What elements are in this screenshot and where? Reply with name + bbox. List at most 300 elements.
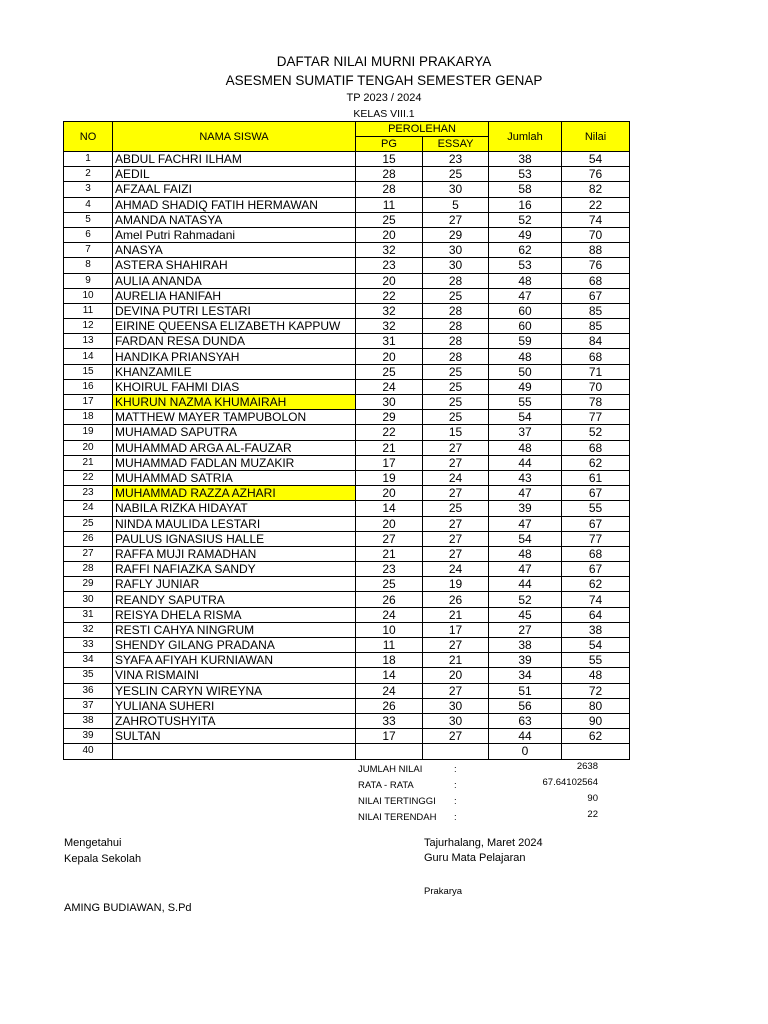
mengetahui-label: Mengetahui	[64, 837, 122, 849]
essay-score: 27	[423, 440, 489, 455]
total-score: 58	[489, 182, 562, 197]
row-number: 6	[64, 227, 113, 242]
row-number: 4	[64, 197, 113, 212]
essay-score: 25	[423, 410, 489, 425]
final-grade: 55	[562, 653, 630, 668]
row-number: 14	[64, 349, 113, 364]
row-number: 12	[64, 319, 113, 334]
row-number: 39	[64, 729, 113, 744]
student-name: RESTI CAHYA NINGRUM	[113, 622, 356, 637]
pg-score: 26	[356, 698, 423, 713]
total-score: 54	[489, 531, 562, 546]
pg-score: 19	[356, 470, 423, 485]
essay-score	[423, 744, 489, 759]
pg-score: 20	[356, 227, 423, 242]
table-row	[64, 182, 630, 197]
row-number: 8	[64, 258, 113, 273]
pg-score: 18	[356, 653, 423, 668]
essay-score: 28	[423, 303, 489, 318]
pg-score: 26	[356, 592, 423, 607]
row-number: 16	[64, 379, 113, 394]
essay-score: 27	[423, 729, 489, 744]
student-name: REISYA DHELA RISMA	[113, 607, 356, 622]
student-name: MUHAMMAD RAZZA AZHARI	[113, 486, 356, 501]
essay-score: 26	[423, 592, 489, 607]
final-grade: 72	[562, 683, 630, 698]
row-number: 13	[64, 334, 113, 349]
final-grade: 62	[562, 455, 630, 470]
document-title: DAFTAR NILAI MURNI PRAKARYA	[276, 54, 492, 69]
summary-colon: :	[454, 764, 457, 775]
table-row	[64, 152, 630, 167]
total-score: 51	[489, 683, 562, 698]
student-name: SULTAN	[113, 729, 356, 744]
student-name: MUHAMMAD FADLAN MUZAKIR	[113, 455, 356, 470]
final-grade: 54	[562, 152, 630, 167]
table-row	[64, 729, 630, 744]
pg-score: 32	[356, 319, 423, 334]
student-name: AMANDA NATASYA	[113, 212, 356, 227]
row-number: 31	[64, 607, 113, 622]
pg-score: 25	[356, 577, 423, 592]
table-row	[64, 622, 630, 637]
essay-score: 25	[423, 379, 489, 394]
final-grade: 74	[562, 212, 630, 227]
pg-score: 28	[356, 167, 423, 182]
total-score: 47	[489, 486, 562, 501]
header-jumlah: Jumlah	[489, 122, 562, 152]
table-row	[64, 273, 630, 288]
table-row	[64, 501, 630, 516]
pg-score: 22	[356, 425, 423, 440]
header-perolehan: PEROLEHAN	[356, 122, 489, 137]
school-year: TP 2023 / 2024	[346, 92, 422, 104]
grades-table	[63, 121, 630, 760]
total-score: 59	[489, 334, 562, 349]
pg-score: 27	[356, 531, 423, 546]
total-score: 56	[489, 698, 562, 713]
essay-score: 28	[423, 349, 489, 364]
final-grade: 68	[562, 349, 630, 364]
student-name: MATTHEW MAYER TAMPUBOLON	[113, 410, 356, 425]
final-grade	[562, 744, 630, 759]
summary-value: 67.64102564	[542, 777, 598, 788]
final-grade: 54	[562, 638, 630, 653]
pg-score: 21	[356, 546, 423, 561]
student-name: AEDIL	[113, 167, 356, 182]
pg-score: 28	[356, 182, 423, 197]
total-score: 39	[489, 653, 562, 668]
table-row	[64, 440, 630, 455]
table-row	[64, 486, 630, 501]
essay-score: 27	[423, 531, 489, 546]
final-grade: 76	[562, 258, 630, 273]
total-score: 49	[489, 227, 562, 242]
row-number: 22	[64, 470, 113, 485]
student-name: RAFFI NAFIAZKA SANDY	[113, 562, 356, 577]
final-grade: 48	[562, 668, 630, 683]
summary-line	[358, 777, 598, 796]
pg-score: 10	[356, 622, 423, 637]
pg-score: 29	[356, 410, 423, 425]
essay-score: 25	[423, 501, 489, 516]
header-no: NO	[64, 122, 113, 152]
student-name: FARDAN RESA DUNDA	[113, 334, 356, 349]
total-score: 62	[489, 243, 562, 258]
final-grade: 55	[562, 501, 630, 516]
total-score: 34	[489, 668, 562, 683]
pg-score: 14	[356, 501, 423, 516]
student-name: AFZAAL FAIZI	[113, 182, 356, 197]
final-grade: 90	[562, 713, 630, 728]
total-score: 37	[489, 425, 562, 440]
final-grade: 70	[562, 379, 630, 394]
pg-score: 24	[356, 607, 423, 622]
row-number: 25	[64, 516, 113, 531]
table-row	[64, 744, 630, 759]
student-name: MUHAMMAD ARGA AL-FAUZAR	[113, 440, 356, 455]
row-number: 9	[64, 273, 113, 288]
student-name: EIRINE QUEENSA ELIZABETH KAPPUW	[113, 319, 356, 334]
total-score: 38	[489, 638, 562, 653]
pg-score: 20	[356, 486, 423, 501]
table-row	[64, 698, 630, 713]
grades-body	[64, 152, 630, 760]
table-row	[64, 713, 630, 728]
row-number: 3	[64, 182, 113, 197]
essay-score: 5	[423, 197, 489, 212]
final-grade: 76	[562, 167, 630, 182]
final-grade: 67	[562, 516, 630, 531]
student-name: ZAHROTUSHYITA	[113, 713, 356, 728]
essay-score: 30	[423, 182, 489, 197]
total-score: 47	[489, 516, 562, 531]
table-row	[64, 425, 630, 440]
essay-score: 28	[423, 273, 489, 288]
pg-score: 32	[356, 303, 423, 318]
total-score: 39	[489, 501, 562, 516]
pg-score: 22	[356, 288, 423, 303]
student-name: NINDA MAULIDA LESTARI	[113, 516, 356, 531]
total-score: 48	[489, 349, 562, 364]
student-name: MUHAMAD SAPUTRA	[113, 425, 356, 440]
row-number: 40	[64, 744, 113, 759]
row-number: 28	[64, 562, 113, 577]
row-number: 2	[64, 167, 113, 182]
table-row	[64, 288, 630, 303]
table-row	[64, 577, 630, 592]
total-score: 54	[489, 410, 562, 425]
total-score: 48	[489, 546, 562, 561]
essay-score: 30	[423, 713, 489, 728]
total-score: 48	[489, 273, 562, 288]
total-score: 44	[489, 577, 562, 592]
essay-score: 25	[423, 364, 489, 379]
pg-score: 17	[356, 455, 423, 470]
row-number: 10	[64, 288, 113, 303]
total-score: 53	[489, 258, 562, 273]
essay-score: 27	[423, 455, 489, 470]
table-row	[64, 592, 630, 607]
student-name: KHOIRUL FAHMI DIAS	[113, 379, 356, 394]
total-score: 44	[489, 729, 562, 744]
row-number: 37	[64, 698, 113, 713]
pg-score: 20	[356, 516, 423, 531]
table-row	[64, 212, 630, 227]
table-row	[64, 167, 630, 182]
summary-colon: :	[454, 780, 457, 791]
summary-block	[358, 761, 598, 828]
document-subtitle: ASESMEN SUMATIF TENGAH SEMESTER GENAP	[225, 73, 543, 88]
table-row	[64, 531, 630, 546]
final-grade: 22	[562, 197, 630, 212]
pg-score: 21	[356, 440, 423, 455]
pg-score: 32	[356, 243, 423, 258]
pg-score: 20	[356, 349, 423, 364]
row-number: 7	[64, 243, 113, 258]
summary-colon: :	[454, 812, 457, 823]
row-number: 29	[64, 577, 113, 592]
table-row	[64, 243, 630, 258]
final-grade: 77	[562, 410, 630, 425]
student-name: MUHAMMAD SATRIA	[113, 470, 356, 485]
row-number: 15	[64, 364, 113, 379]
row-number: 18	[64, 410, 113, 425]
essay-score: 27	[423, 638, 489, 653]
final-grade: 64	[562, 607, 630, 622]
place-date: Tajurhalang, Maret 2024	[424, 837, 543, 849]
final-grade: 78	[562, 395, 630, 410]
row-number: 38	[64, 713, 113, 728]
row-number: 11	[64, 303, 113, 318]
pg-score: 33	[356, 713, 423, 728]
row-number: 20	[64, 440, 113, 455]
header-essay: ESSAY	[423, 137, 489, 152]
summary-value: 2638	[576, 761, 598, 772]
essay-score: 24	[423, 470, 489, 485]
table-row	[64, 516, 630, 531]
summary-line	[358, 809, 598, 828]
table-row	[64, 638, 630, 653]
final-grade: 67	[562, 288, 630, 303]
student-name: DEVINA PUTRI LESTARI	[113, 303, 356, 318]
pg-score: 17	[356, 729, 423, 744]
summary-colon: :	[454, 796, 457, 807]
essay-score: 25	[423, 395, 489, 410]
total-score: 44	[489, 455, 562, 470]
essay-score: 20	[423, 668, 489, 683]
student-name: Amel Putri Rahmadani	[113, 227, 356, 242]
pg-score: 15	[356, 152, 423, 167]
pg-score: 24	[356, 683, 423, 698]
student-name: SYAFA AFIYAH KURNIAWAN	[113, 653, 356, 668]
table-row	[64, 546, 630, 561]
final-grade: 70	[562, 227, 630, 242]
table-row	[64, 379, 630, 394]
row-number: 34	[64, 653, 113, 668]
student-name	[113, 744, 356, 759]
pg-score: 25	[356, 364, 423, 379]
row-number: 33	[64, 638, 113, 653]
header-name: NAMA SISWA	[113, 122, 356, 152]
header-nilai: Nilai	[562, 122, 630, 152]
header-pg: PG	[356, 137, 423, 152]
pg-score: 31	[356, 334, 423, 349]
pg-score: 30	[356, 395, 423, 410]
row-number: 26	[64, 531, 113, 546]
essay-score: 27	[423, 212, 489, 227]
essay-score: 30	[423, 698, 489, 713]
total-score: 55	[489, 395, 562, 410]
essay-score: 25	[423, 288, 489, 303]
essay-score: 29	[423, 227, 489, 242]
student-name: YESLIN CARYN WIREYNA	[113, 683, 356, 698]
class-label: KELAS VIII.1	[353, 108, 415, 120]
summary-value: 22	[587, 809, 598, 820]
total-score: 16	[489, 197, 562, 212]
essay-score: 27	[423, 683, 489, 698]
student-name: AHMAD SHADIQ FATIH HERMAWAN	[113, 197, 356, 212]
total-score: 63	[489, 713, 562, 728]
final-grade: 74	[562, 592, 630, 607]
total-score: 47	[489, 562, 562, 577]
table-row	[64, 455, 630, 470]
final-grade: 80	[562, 698, 630, 713]
essay-score: 30	[423, 243, 489, 258]
student-name: KHANZAMILE	[113, 364, 356, 379]
final-grade: 67	[562, 562, 630, 577]
final-grade: 84	[562, 334, 630, 349]
student-name: RAFLY JUNIAR	[113, 577, 356, 592]
essay-score: 27	[423, 516, 489, 531]
row-number: 21	[64, 455, 113, 470]
essay-score: 25	[423, 167, 489, 182]
total-score: 52	[489, 592, 562, 607]
row-number: 24	[64, 501, 113, 516]
final-grade: 85	[562, 319, 630, 334]
student-name: KHURUN NAZMA KHUMAIRAH	[113, 395, 356, 410]
pg-score: 24	[356, 379, 423, 394]
table-row	[64, 607, 630, 622]
student-name: SHENDY GILANG PRADANA	[113, 638, 356, 653]
final-grade: 77	[562, 531, 630, 546]
pg-score: 23	[356, 258, 423, 273]
student-name: REANDY SAPUTRA	[113, 592, 356, 607]
essay-score: 21	[423, 653, 489, 668]
final-grade: 62	[562, 729, 630, 744]
total-score: 52	[489, 212, 562, 227]
pg-score: 20	[356, 273, 423, 288]
student-name: NABILA RIZKA HIDAYAT	[113, 501, 356, 516]
final-grade: 71	[562, 364, 630, 379]
student-name: ANASYA	[113, 243, 356, 258]
final-grade: 88	[562, 243, 630, 258]
principal-name: AMING BUDIAWAN, S.Pd	[64, 902, 192, 914]
summary-label: NILAI TERTINGGI	[358, 796, 436, 807]
total-score: 45	[489, 607, 562, 622]
final-grade: 68	[562, 546, 630, 561]
final-grade: 68	[562, 273, 630, 288]
pg-score: 14	[356, 668, 423, 683]
total-score: 60	[489, 303, 562, 318]
essay-score: 28	[423, 319, 489, 334]
student-name: ASTERA SHAHIRAH	[113, 258, 356, 273]
final-grade: 85	[562, 303, 630, 318]
pg-score: 25	[356, 212, 423, 227]
table-row	[64, 364, 630, 379]
row-number: 30	[64, 592, 113, 607]
final-grade: 68	[562, 440, 630, 455]
total-score: 38	[489, 152, 562, 167]
total-score: 60	[489, 319, 562, 334]
summary-line	[358, 793, 598, 812]
final-grade: 52	[562, 425, 630, 440]
student-name: RAFFA MUJI RAMADHAN	[113, 546, 356, 561]
summary-value: 90	[587, 793, 598, 804]
table-row	[64, 258, 630, 273]
pg-score	[356, 744, 423, 759]
table-row	[64, 683, 630, 698]
student-name: HANDIKA PRIANSYAH	[113, 349, 356, 364]
table-row	[64, 227, 630, 242]
student-name: AULIA ANANDA	[113, 273, 356, 288]
row-number: 36	[64, 683, 113, 698]
total-score: 43	[489, 470, 562, 485]
row-number: 32	[64, 622, 113, 637]
row-number: 27	[64, 546, 113, 561]
table-row	[64, 197, 630, 212]
row-number: 19	[64, 425, 113, 440]
essay-score: 17	[423, 622, 489, 637]
pg-score: 23	[356, 562, 423, 577]
pg-score: 11	[356, 638, 423, 653]
student-name: PAULUS IGNASIUS HALLE	[113, 531, 356, 546]
student-name: AURELIA HANIFAH	[113, 288, 356, 303]
total-score: 50	[489, 364, 562, 379]
table-row	[64, 470, 630, 485]
essay-score: 24	[423, 562, 489, 577]
essay-score: 30	[423, 258, 489, 273]
teacher-title: Guru Mata Pelajaran	[424, 852, 526, 864]
essay-score: 19	[423, 577, 489, 592]
table-row	[64, 562, 630, 577]
total-score: 47	[489, 288, 562, 303]
student-name: YULIANA SUHERI	[113, 698, 356, 713]
table-row	[64, 395, 630, 410]
row-number: 17	[64, 395, 113, 410]
table-row	[64, 319, 630, 334]
row-number: 5	[64, 212, 113, 227]
table-row	[64, 653, 630, 668]
total-score: 0	[489, 744, 562, 759]
table-row	[64, 668, 630, 683]
essay-score: 23	[423, 152, 489, 167]
student-name: VINA RISMAINI	[113, 668, 356, 683]
summary-label: JUMLAH NILAI	[358, 764, 423, 775]
summary-label: RATA - RATA	[358, 780, 414, 791]
final-grade: 61	[562, 470, 630, 485]
essay-score: 28	[423, 334, 489, 349]
principal-title: Kepala Sekolah	[64, 853, 142, 865]
total-score: 48	[489, 440, 562, 455]
student-name: ABDUL FACHRI ILHAM	[113, 152, 356, 167]
total-score: 27	[489, 622, 562, 637]
table-row	[64, 410, 630, 425]
final-grade: 38	[562, 622, 630, 637]
row-number: 35	[64, 668, 113, 683]
row-number: 23	[64, 486, 113, 501]
subject-label: Prakarya	[424, 886, 463, 897]
